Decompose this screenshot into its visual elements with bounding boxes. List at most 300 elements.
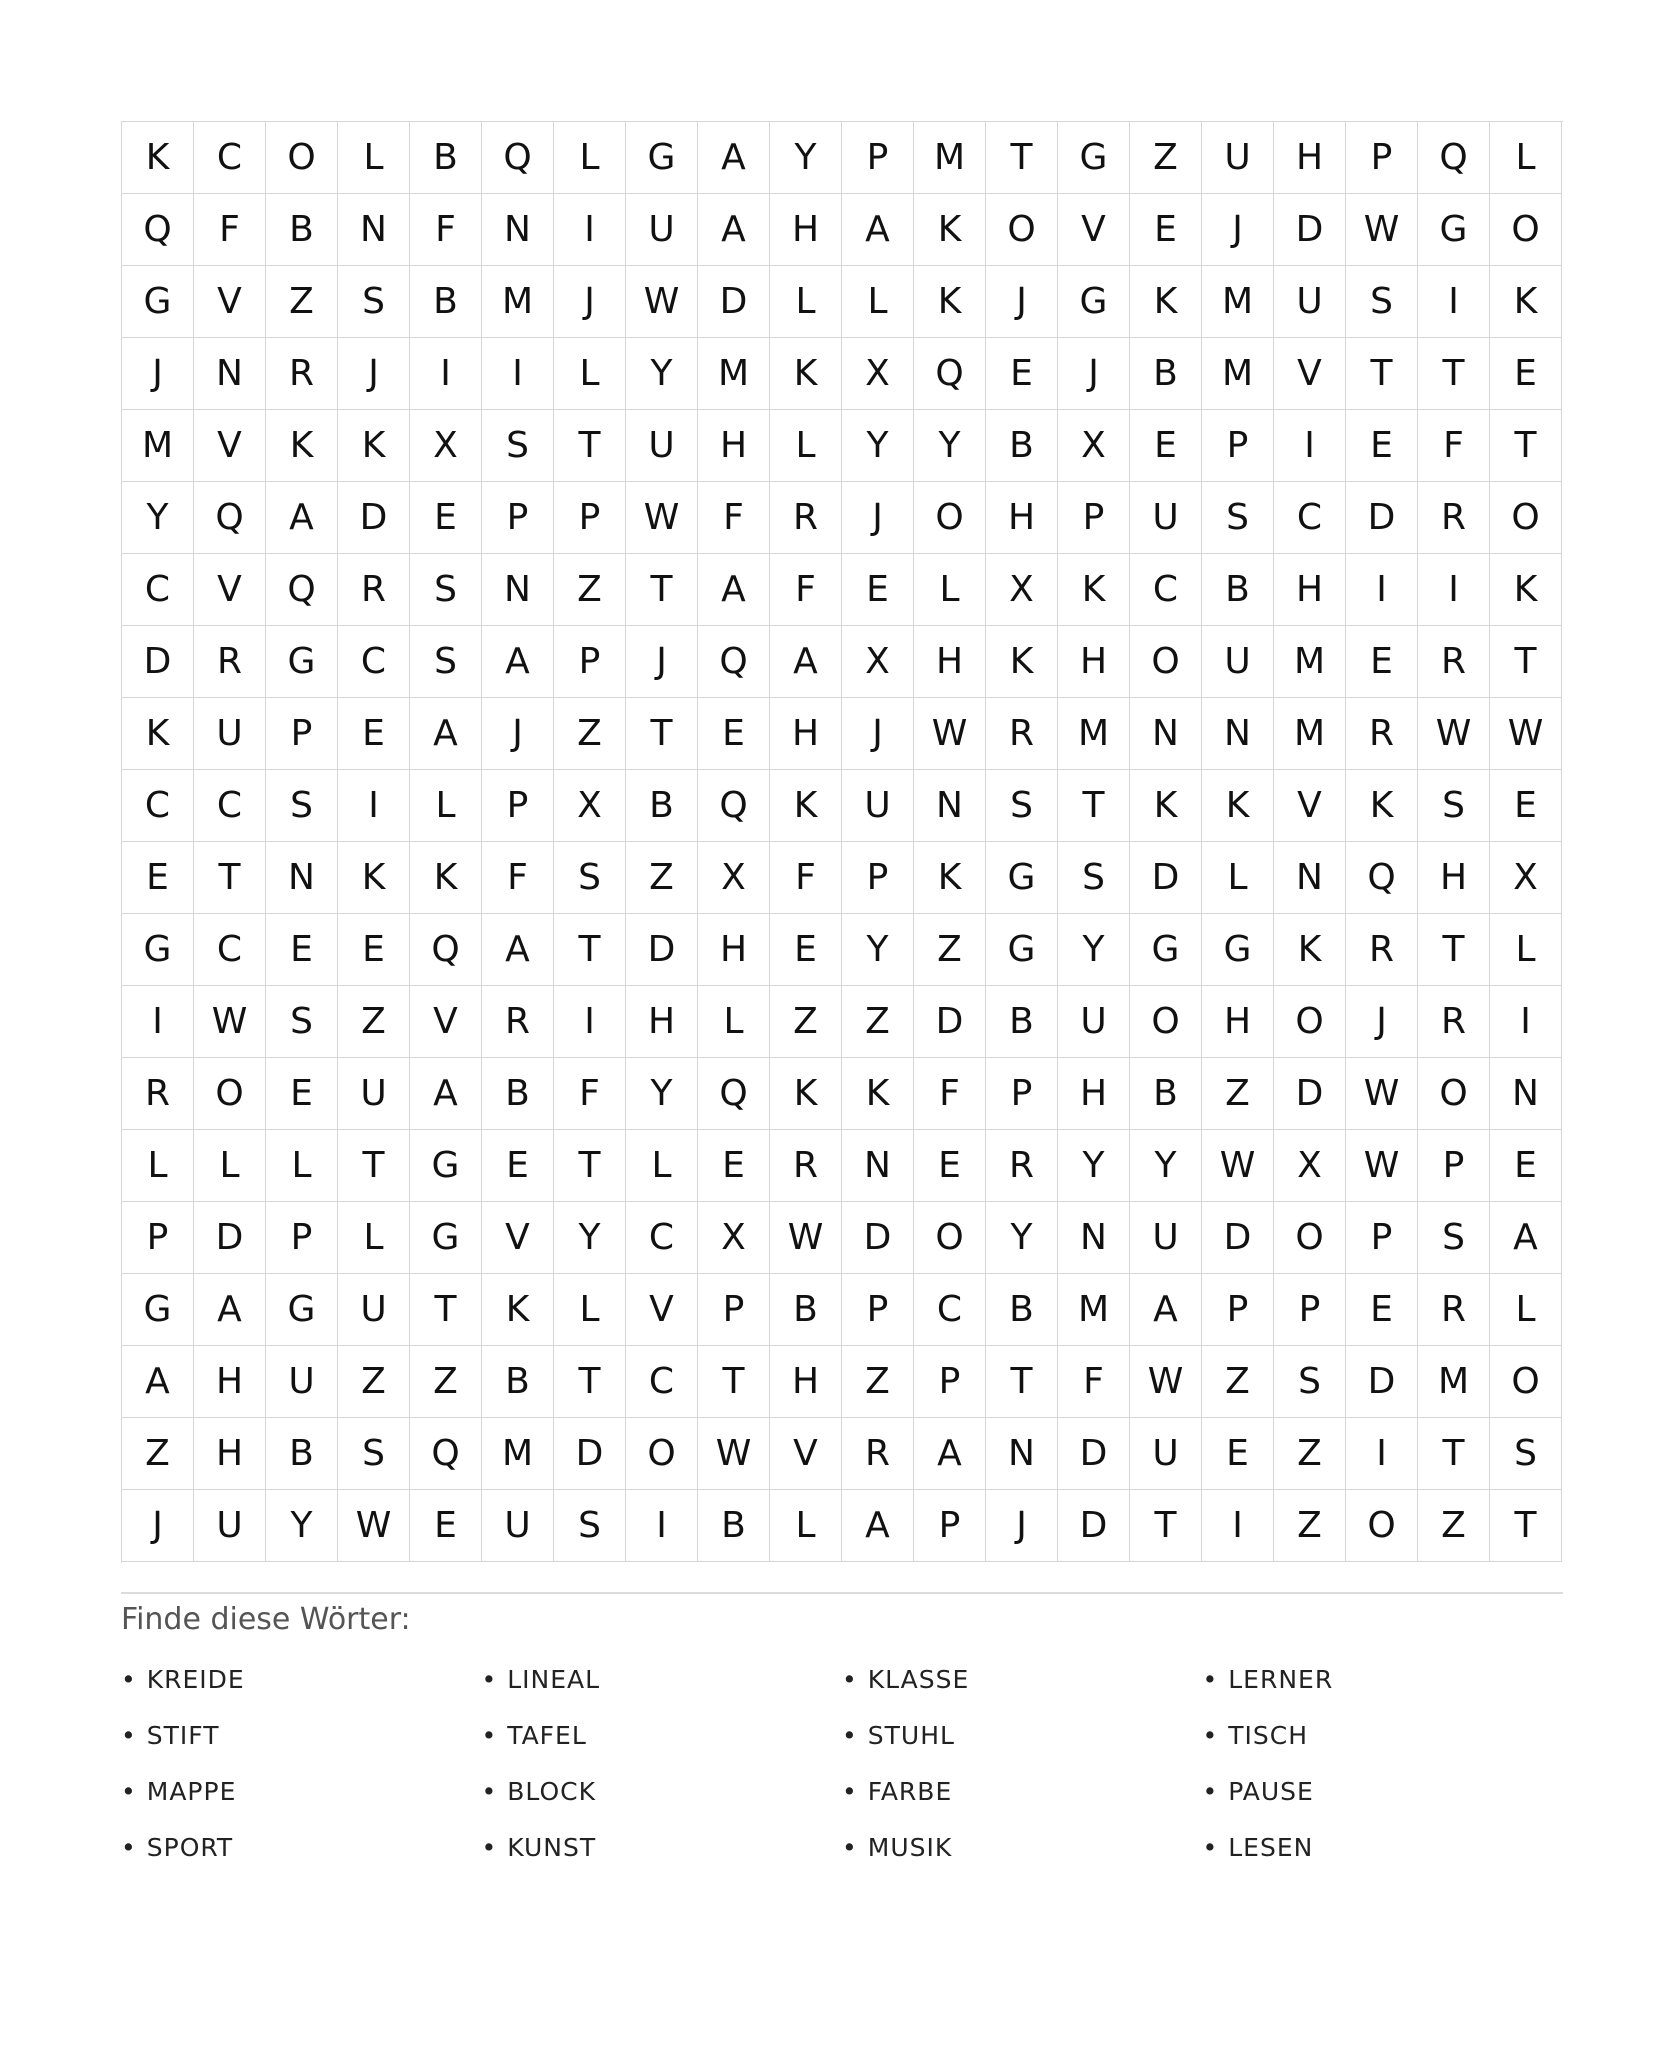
grid-cell[interactable]: U — [626, 194, 698, 266]
grid-cell[interactable]: Z — [338, 986, 410, 1058]
grid-cell[interactable]: Z — [410, 1346, 482, 1418]
grid-cell[interactable]: E — [1346, 626, 1418, 698]
grid-cell[interactable]: T — [1346, 338, 1418, 410]
grid-cell[interactable]: V — [194, 410, 266, 482]
grid-cell[interactable]: B — [410, 266, 482, 338]
grid-cell[interactable]: P — [1058, 482, 1130, 554]
grid-cell[interactable]: I — [1346, 1418, 1418, 1490]
grid-cell[interactable]: Q — [122, 194, 194, 266]
grid-cell[interactable]: B — [266, 194, 338, 266]
grid-cell[interactable]: A — [914, 1418, 986, 1490]
grid-cell[interactable]: D — [1058, 1418, 1130, 1490]
grid-cell[interactable]: P — [1202, 410, 1274, 482]
grid-cell[interactable]: P — [482, 482, 554, 554]
grid-cell[interactable]: K — [914, 194, 986, 266]
grid-cell[interactable]: N — [482, 554, 554, 626]
grid-cell[interactable]: R — [122, 1058, 194, 1130]
grid-cell[interactable]: H — [770, 194, 842, 266]
grid-cell[interactable]: L — [554, 1274, 626, 1346]
grid-cell[interactable]: P — [842, 1274, 914, 1346]
grid-cell[interactable]: Z — [626, 842, 698, 914]
grid-cell[interactable]: D — [1274, 1058, 1346, 1130]
grid-cell[interactable]: F — [410, 194, 482, 266]
grid-cell[interactable]: L — [770, 410, 842, 482]
grid-cell[interactable]: J — [986, 1490, 1058, 1562]
grid-cell[interactable]: A — [842, 194, 914, 266]
grid-cell[interactable]: S — [1418, 770, 1490, 842]
grid-cell[interactable]: N — [266, 842, 338, 914]
grid-cell[interactable]: I — [626, 1490, 698, 1562]
grid-cell[interactable]: A — [1130, 1274, 1202, 1346]
grid-cell[interactable]: O — [1274, 1202, 1346, 1274]
grid-cell[interactable]: X — [410, 410, 482, 482]
grid-cell[interactable]: Q — [698, 770, 770, 842]
grid-cell[interactable]: G — [1418, 194, 1490, 266]
grid-cell[interactable]: K — [770, 1058, 842, 1130]
grid-cell[interactable]: F — [554, 1058, 626, 1130]
grid-cell[interactable]: F — [1058, 1346, 1130, 1418]
grid-cell[interactable]: E — [266, 1058, 338, 1130]
grid-cell[interactable]: E — [986, 338, 1058, 410]
grid-cell[interactable]: H — [770, 698, 842, 770]
grid-cell[interactable]: U — [1130, 1202, 1202, 1274]
grid-cell[interactable]: P — [482, 770, 554, 842]
grid-cell[interactable]: S — [410, 554, 482, 626]
grid-cell[interactable]: C — [122, 554, 194, 626]
grid-cell[interactable]: G — [1058, 122, 1130, 194]
grid-cell[interactable]: M — [482, 1418, 554, 1490]
grid-cell[interactable]: N — [1274, 842, 1346, 914]
grid-cell[interactable]: S — [554, 1490, 626, 1562]
grid-cell[interactable]: Q — [194, 482, 266, 554]
grid-cell[interactable]: T — [554, 1130, 626, 1202]
grid-cell[interactable]: P — [266, 1202, 338, 1274]
grid-cell[interactable]: U — [1202, 122, 1274, 194]
grid-cell[interactable]: G — [266, 1274, 338, 1346]
grid-cell[interactable]: B — [770, 1274, 842, 1346]
grid-cell[interactable]: R — [1418, 986, 1490, 1058]
grid-cell[interactable]: N — [482, 194, 554, 266]
grid-cell[interactable]: K — [1346, 770, 1418, 842]
grid-cell[interactable]: G — [626, 122, 698, 194]
grid-cell[interactable]: N — [1130, 698, 1202, 770]
grid-cell[interactable]: K — [1058, 554, 1130, 626]
grid-cell[interactable]: M — [1058, 1274, 1130, 1346]
grid-cell[interactable]: E — [410, 1490, 482, 1562]
grid-cell[interactable]: Y — [1058, 914, 1130, 986]
grid-cell[interactable]: Z — [1202, 1058, 1274, 1130]
grid-cell[interactable]: B — [626, 770, 698, 842]
grid-cell[interactable]: O — [266, 122, 338, 194]
grid-cell[interactable]: Z — [554, 698, 626, 770]
grid-cell[interactable]: L — [338, 122, 410, 194]
grid-cell[interactable]: S — [1274, 1346, 1346, 1418]
grid-cell[interactable]: A — [266, 482, 338, 554]
grid-cell[interactable]: U — [338, 1274, 410, 1346]
grid-cell[interactable]: E — [698, 698, 770, 770]
grid-cell[interactable]: W — [698, 1418, 770, 1490]
grid-cell[interactable]: V — [410, 986, 482, 1058]
grid-cell[interactable]: S — [1346, 266, 1418, 338]
grid-cell[interactable]: M — [914, 122, 986, 194]
grid-cell[interactable]: Y — [266, 1490, 338, 1562]
grid-cell[interactable]: I — [554, 194, 626, 266]
grid-cell[interactable]: D — [554, 1418, 626, 1490]
grid-cell[interactable]: Y — [626, 338, 698, 410]
grid-cell[interactable]: F — [194, 194, 266, 266]
grid-cell[interactable]: A — [410, 698, 482, 770]
grid-cell[interactable]: W — [1346, 1058, 1418, 1130]
grid-cell[interactable]: E — [482, 1130, 554, 1202]
grid-cell[interactable]: X — [842, 338, 914, 410]
grid-cell[interactable]: K — [842, 1058, 914, 1130]
grid-cell[interactable]: D — [1130, 842, 1202, 914]
grid-cell[interactable]: K — [1490, 554, 1562, 626]
grid-cell[interactable]: T — [554, 1346, 626, 1418]
grid-cell[interactable]: T — [1490, 1490, 1562, 1562]
grid-cell[interactable]: J — [482, 698, 554, 770]
grid-cell[interactable]: W — [914, 698, 986, 770]
grid-cell[interactable]: Z — [1274, 1418, 1346, 1490]
grid-cell[interactable]: J — [554, 266, 626, 338]
grid-cell[interactable]: D — [914, 986, 986, 1058]
grid-cell[interactable]: F — [770, 842, 842, 914]
grid-cell[interactable]: S — [338, 266, 410, 338]
grid-cell[interactable]: A — [698, 194, 770, 266]
grid-cell[interactable]: H — [626, 986, 698, 1058]
grid-cell[interactable]: T — [626, 698, 698, 770]
grid-cell[interactable]: S — [338, 1418, 410, 1490]
grid-cell[interactable]: U — [266, 1346, 338, 1418]
grid-cell[interactable]: I — [338, 770, 410, 842]
grid-cell[interactable]: C — [626, 1202, 698, 1274]
grid-cell[interactable]: C — [1274, 482, 1346, 554]
grid-cell[interactable]: Y — [554, 1202, 626, 1274]
grid-cell[interactable]: G — [122, 1274, 194, 1346]
grid-cell[interactable]: O — [1130, 986, 1202, 1058]
grid-cell[interactable]: C — [194, 122, 266, 194]
grid-cell[interactable]: U — [1130, 482, 1202, 554]
grid-cell[interactable]: L — [698, 986, 770, 1058]
grid-cell[interactable]: Y — [122, 482, 194, 554]
grid-cell[interactable]: X — [698, 842, 770, 914]
grid-cell[interactable]: O — [1274, 986, 1346, 1058]
grid-cell[interactable]: Z — [1202, 1346, 1274, 1418]
grid-cell[interactable]: S — [482, 410, 554, 482]
grid-cell[interactable]: A — [410, 1058, 482, 1130]
grid-cell[interactable]: T — [986, 122, 1058, 194]
grid-cell[interactable]: R — [770, 482, 842, 554]
grid-cell[interactable]: F — [698, 482, 770, 554]
grid-cell[interactable]: S — [410, 626, 482, 698]
grid-cell[interactable]: Z — [1130, 122, 1202, 194]
grid-cell[interactable]: L — [1490, 1274, 1562, 1346]
grid-cell[interactable]: X — [1490, 842, 1562, 914]
grid-cell[interactable]: T — [698, 1346, 770, 1418]
grid-cell[interactable]: W — [1346, 1130, 1418, 1202]
grid-cell[interactable]: E — [1346, 410, 1418, 482]
grid-cell[interactable]: Y — [986, 1202, 1058, 1274]
grid-cell[interactable]: L — [1490, 122, 1562, 194]
grid-cell[interactable]: Z — [122, 1418, 194, 1490]
grid-cell[interactable]: M — [482, 266, 554, 338]
grid-cell[interactable]: G — [122, 266, 194, 338]
grid-cell[interactable]: F — [770, 554, 842, 626]
grid-cell[interactable]: M — [1274, 626, 1346, 698]
grid-cell[interactable]: D — [1058, 1490, 1130, 1562]
grid-cell[interactable]: W — [626, 266, 698, 338]
grid-cell[interactable]: T — [1058, 770, 1130, 842]
grid-cell[interactable]: B — [410, 122, 482, 194]
grid-cell[interactable]: P — [1274, 1274, 1346, 1346]
grid-cell[interactable]: V — [194, 554, 266, 626]
grid-cell[interactable]: P — [698, 1274, 770, 1346]
grid-cell[interactable]: X — [1274, 1130, 1346, 1202]
grid-cell[interactable]: U — [1202, 626, 1274, 698]
grid-cell[interactable]: J — [1202, 194, 1274, 266]
grid-cell[interactable]: B — [482, 1346, 554, 1418]
grid-cell[interactable]: B — [482, 1058, 554, 1130]
grid-cell[interactable]: U — [1274, 266, 1346, 338]
grid-cell[interactable]: T — [338, 1130, 410, 1202]
grid-cell[interactable]: W — [1490, 698, 1562, 770]
grid-cell[interactable]: N — [842, 1130, 914, 1202]
grid-cell[interactable]: B — [1130, 1058, 1202, 1130]
grid-cell[interactable]: T — [1490, 410, 1562, 482]
grid-cell[interactable]: C — [338, 626, 410, 698]
grid-cell[interactable]: S — [1058, 842, 1130, 914]
grid-cell[interactable]: E — [698, 1130, 770, 1202]
grid-cell[interactable]: A — [842, 1490, 914, 1562]
grid-cell[interactable]: J — [338, 338, 410, 410]
grid-cell[interactable]: O — [194, 1058, 266, 1130]
grid-cell[interactable]: Z — [842, 1346, 914, 1418]
grid-cell[interactable]: E — [410, 482, 482, 554]
grid-cell[interactable]: W — [338, 1490, 410, 1562]
grid-cell[interactable]: L — [266, 1130, 338, 1202]
grid-cell[interactable]: B — [1130, 338, 1202, 410]
grid-cell[interactable]: N — [194, 338, 266, 410]
grid-cell[interactable]: K — [770, 770, 842, 842]
grid-cell[interactable]: N — [338, 194, 410, 266]
grid-cell[interactable]: G — [410, 1130, 482, 1202]
grid-cell[interactable]: H — [194, 1418, 266, 1490]
grid-cell[interactable]: P — [986, 1058, 1058, 1130]
grid-cell[interactable]: X — [842, 626, 914, 698]
grid-cell[interactable]: Y — [914, 410, 986, 482]
grid-cell[interactable]: I — [554, 986, 626, 1058]
grid-cell[interactable]: I — [1274, 410, 1346, 482]
grid-cell[interactable]: K — [914, 842, 986, 914]
grid-cell[interactable]: W — [194, 986, 266, 1058]
grid-cell[interactable]: D — [842, 1202, 914, 1274]
grid-cell[interactable]: W — [1418, 698, 1490, 770]
grid-cell[interactable]: R — [842, 1418, 914, 1490]
grid-cell[interactable]: K — [914, 266, 986, 338]
grid-cell[interactable]: V — [1058, 194, 1130, 266]
grid-cell[interactable]: I — [1490, 986, 1562, 1058]
grid-cell[interactable]: D — [1346, 482, 1418, 554]
grid-cell[interactable]: R — [338, 554, 410, 626]
grid-cell[interactable]: J — [122, 1490, 194, 1562]
grid-cell[interactable]: X — [1058, 410, 1130, 482]
grid-cell[interactable]: G — [986, 842, 1058, 914]
grid-cell[interactable]: L — [770, 1490, 842, 1562]
grid-cell[interactable]: R — [986, 1130, 1058, 1202]
grid-cell[interactable]: L — [338, 1202, 410, 1274]
grid-cell[interactable]: B — [1202, 554, 1274, 626]
grid-cell[interactable]: Y — [1130, 1130, 1202, 1202]
grid-cell[interactable]: W — [626, 482, 698, 554]
grid-cell[interactable]: E — [338, 914, 410, 986]
grid-cell[interactable]: H — [1274, 554, 1346, 626]
grid-cell[interactable]: O — [1490, 194, 1562, 266]
grid-cell[interactable]: Q — [482, 122, 554, 194]
grid-cell[interactable]: Q — [266, 554, 338, 626]
grid-cell[interactable]: P — [842, 842, 914, 914]
grid-cell[interactable]: D — [1274, 194, 1346, 266]
grid-cell[interactable]: T — [194, 842, 266, 914]
grid-cell[interactable]: K — [1274, 914, 1346, 986]
grid-cell[interactable]: Z — [266, 266, 338, 338]
grid-cell[interactable]: N — [914, 770, 986, 842]
grid-cell[interactable]: T — [626, 554, 698, 626]
grid-cell[interactable]: Z — [842, 986, 914, 1058]
grid-cell[interactable]: T — [1490, 626, 1562, 698]
grid-cell[interactable]: L — [1490, 914, 1562, 986]
grid-cell[interactable]: J — [1346, 986, 1418, 1058]
grid-cell[interactable]: K — [410, 842, 482, 914]
grid-cell[interactable]: H — [1058, 626, 1130, 698]
grid-cell[interactable]: F — [914, 1058, 986, 1130]
grid-cell[interactable]: M — [122, 410, 194, 482]
grid-cell[interactable]: L — [842, 266, 914, 338]
grid-cell[interactable]: H — [1274, 122, 1346, 194]
grid-cell[interactable]: R — [770, 1130, 842, 1202]
grid-cell[interactable]: T — [1418, 338, 1490, 410]
grid-cell[interactable]: H — [1418, 842, 1490, 914]
grid-cell[interactable]: V — [1274, 338, 1346, 410]
grid-cell[interactable]: M — [1202, 338, 1274, 410]
grid-cell[interactable]: K — [1130, 266, 1202, 338]
grid-cell[interactable]: Y — [842, 914, 914, 986]
grid-cell[interactable]: W — [1130, 1346, 1202, 1418]
grid-cell[interactable]: K — [266, 410, 338, 482]
grid-cell[interactable]: S — [1418, 1202, 1490, 1274]
grid-cell[interactable]: L — [122, 1130, 194, 1202]
grid-cell[interactable]: U — [194, 698, 266, 770]
grid-cell[interactable]: Q — [914, 338, 986, 410]
grid-cell[interactable]: S — [1202, 482, 1274, 554]
grid-cell[interactable]: R — [1418, 1274, 1490, 1346]
grid-cell[interactable]: V — [482, 1202, 554, 1274]
grid-cell[interactable]: O — [914, 482, 986, 554]
grid-cell[interactable]: G — [266, 626, 338, 698]
grid-cell[interactable]: S — [266, 770, 338, 842]
grid-cell[interactable]: E — [1490, 1130, 1562, 1202]
grid-cell[interactable]: W — [1202, 1130, 1274, 1202]
grid-cell[interactable]: B — [986, 986, 1058, 1058]
grid-cell[interactable]: S — [266, 986, 338, 1058]
grid-cell[interactable]: R — [1418, 626, 1490, 698]
grid-cell[interactable]: E — [914, 1130, 986, 1202]
grid-cell[interactable]: I — [1202, 1490, 1274, 1562]
grid-cell[interactable]: H — [194, 1346, 266, 1418]
grid-cell[interactable]: R — [1346, 914, 1418, 986]
grid-cell[interactable]: P — [914, 1346, 986, 1418]
grid-cell[interactable]: N — [1058, 1202, 1130, 1274]
grid-cell[interactable]: Q — [1346, 842, 1418, 914]
grid-cell[interactable]: G — [1130, 914, 1202, 986]
grid-cell[interactable]: C — [1130, 554, 1202, 626]
grid-cell[interactable]: W — [770, 1202, 842, 1274]
grid-cell[interactable]: P — [266, 698, 338, 770]
grid-cell[interactable]: Q — [698, 1058, 770, 1130]
grid-cell[interactable]: A — [698, 554, 770, 626]
grid-cell[interactable]: B — [986, 1274, 1058, 1346]
grid-cell[interactable]: T — [410, 1274, 482, 1346]
grid-cell[interactable]: S — [986, 770, 1058, 842]
grid-cell[interactable]: M — [1274, 698, 1346, 770]
grid-cell[interactable]: R — [266, 338, 338, 410]
grid-cell[interactable]: Y — [842, 410, 914, 482]
grid-cell[interactable]: P — [1346, 122, 1418, 194]
grid-cell[interactable]: K — [338, 842, 410, 914]
grid-cell[interactable]: H — [914, 626, 986, 698]
grid-cell[interactable]: L — [626, 1130, 698, 1202]
grid-cell[interactable]: G — [122, 914, 194, 986]
grid-cell[interactable]: U — [194, 1490, 266, 1562]
grid-cell[interactable]: K — [770, 338, 842, 410]
grid-cell[interactable]: D — [698, 266, 770, 338]
grid-cell[interactable]: L — [770, 266, 842, 338]
grid-cell[interactable]: K — [1490, 266, 1562, 338]
grid-cell[interactable]: G — [1202, 914, 1274, 986]
grid-cell[interactable]: L — [410, 770, 482, 842]
grid-cell[interactable]: E — [1202, 1418, 1274, 1490]
grid-cell[interactable]: F — [1418, 410, 1490, 482]
grid-cell[interactable]: M — [1058, 698, 1130, 770]
grid-cell[interactable]: P — [1202, 1274, 1274, 1346]
grid-cell[interactable]: K — [1130, 770, 1202, 842]
grid-cell[interactable]: X — [698, 1202, 770, 1274]
grid-cell[interactable]: T — [1418, 914, 1490, 986]
grid-cell[interactable]: H — [770, 1346, 842, 1418]
grid-cell[interactable]: O — [914, 1202, 986, 1274]
grid-cell[interactable]: E — [1130, 194, 1202, 266]
grid-cell[interactable]: U — [1058, 986, 1130, 1058]
grid-cell[interactable]: P — [842, 122, 914, 194]
grid-cell[interactable]: D — [122, 626, 194, 698]
grid-cell[interactable]: K — [338, 410, 410, 482]
grid-cell[interactable]: J — [1058, 338, 1130, 410]
grid-cell[interactable]: U — [482, 1490, 554, 1562]
grid-cell[interactable]: H — [1058, 1058, 1130, 1130]
grid-cell[interactable]: C — [194, 770, 266, 842]
grid-cell[interactable]: G — [986, 914, 1058, 986]
grid-cell[interactable]: H — [986, 482, 1058, 554]
grid-cell[interactable]: X — [554, 770, 626, 842]
grid-cell[interactable]: G — [1058, 266, 1130, 338]
grid-cell[interactable]: C — [914, 1274, 986, 1346]
grid-cell[interactable]: A — [122, 1346, 194, 1418]
grid-cell[interactable]: M — [1418, 1346, 1490, 1418]
grid-cell[interactable]: V — [194, 266, 266, 338]
grid-cell[interactable]: E — [842, 554, 914, 626]
grid-cell[interactable]: E — [1130, 410, 1202, 482]
grid-cell[interactable]: O — [986, 194, 1058, 266]
grid-cell[interactable]: R — [482, 986, 554, 1058]
